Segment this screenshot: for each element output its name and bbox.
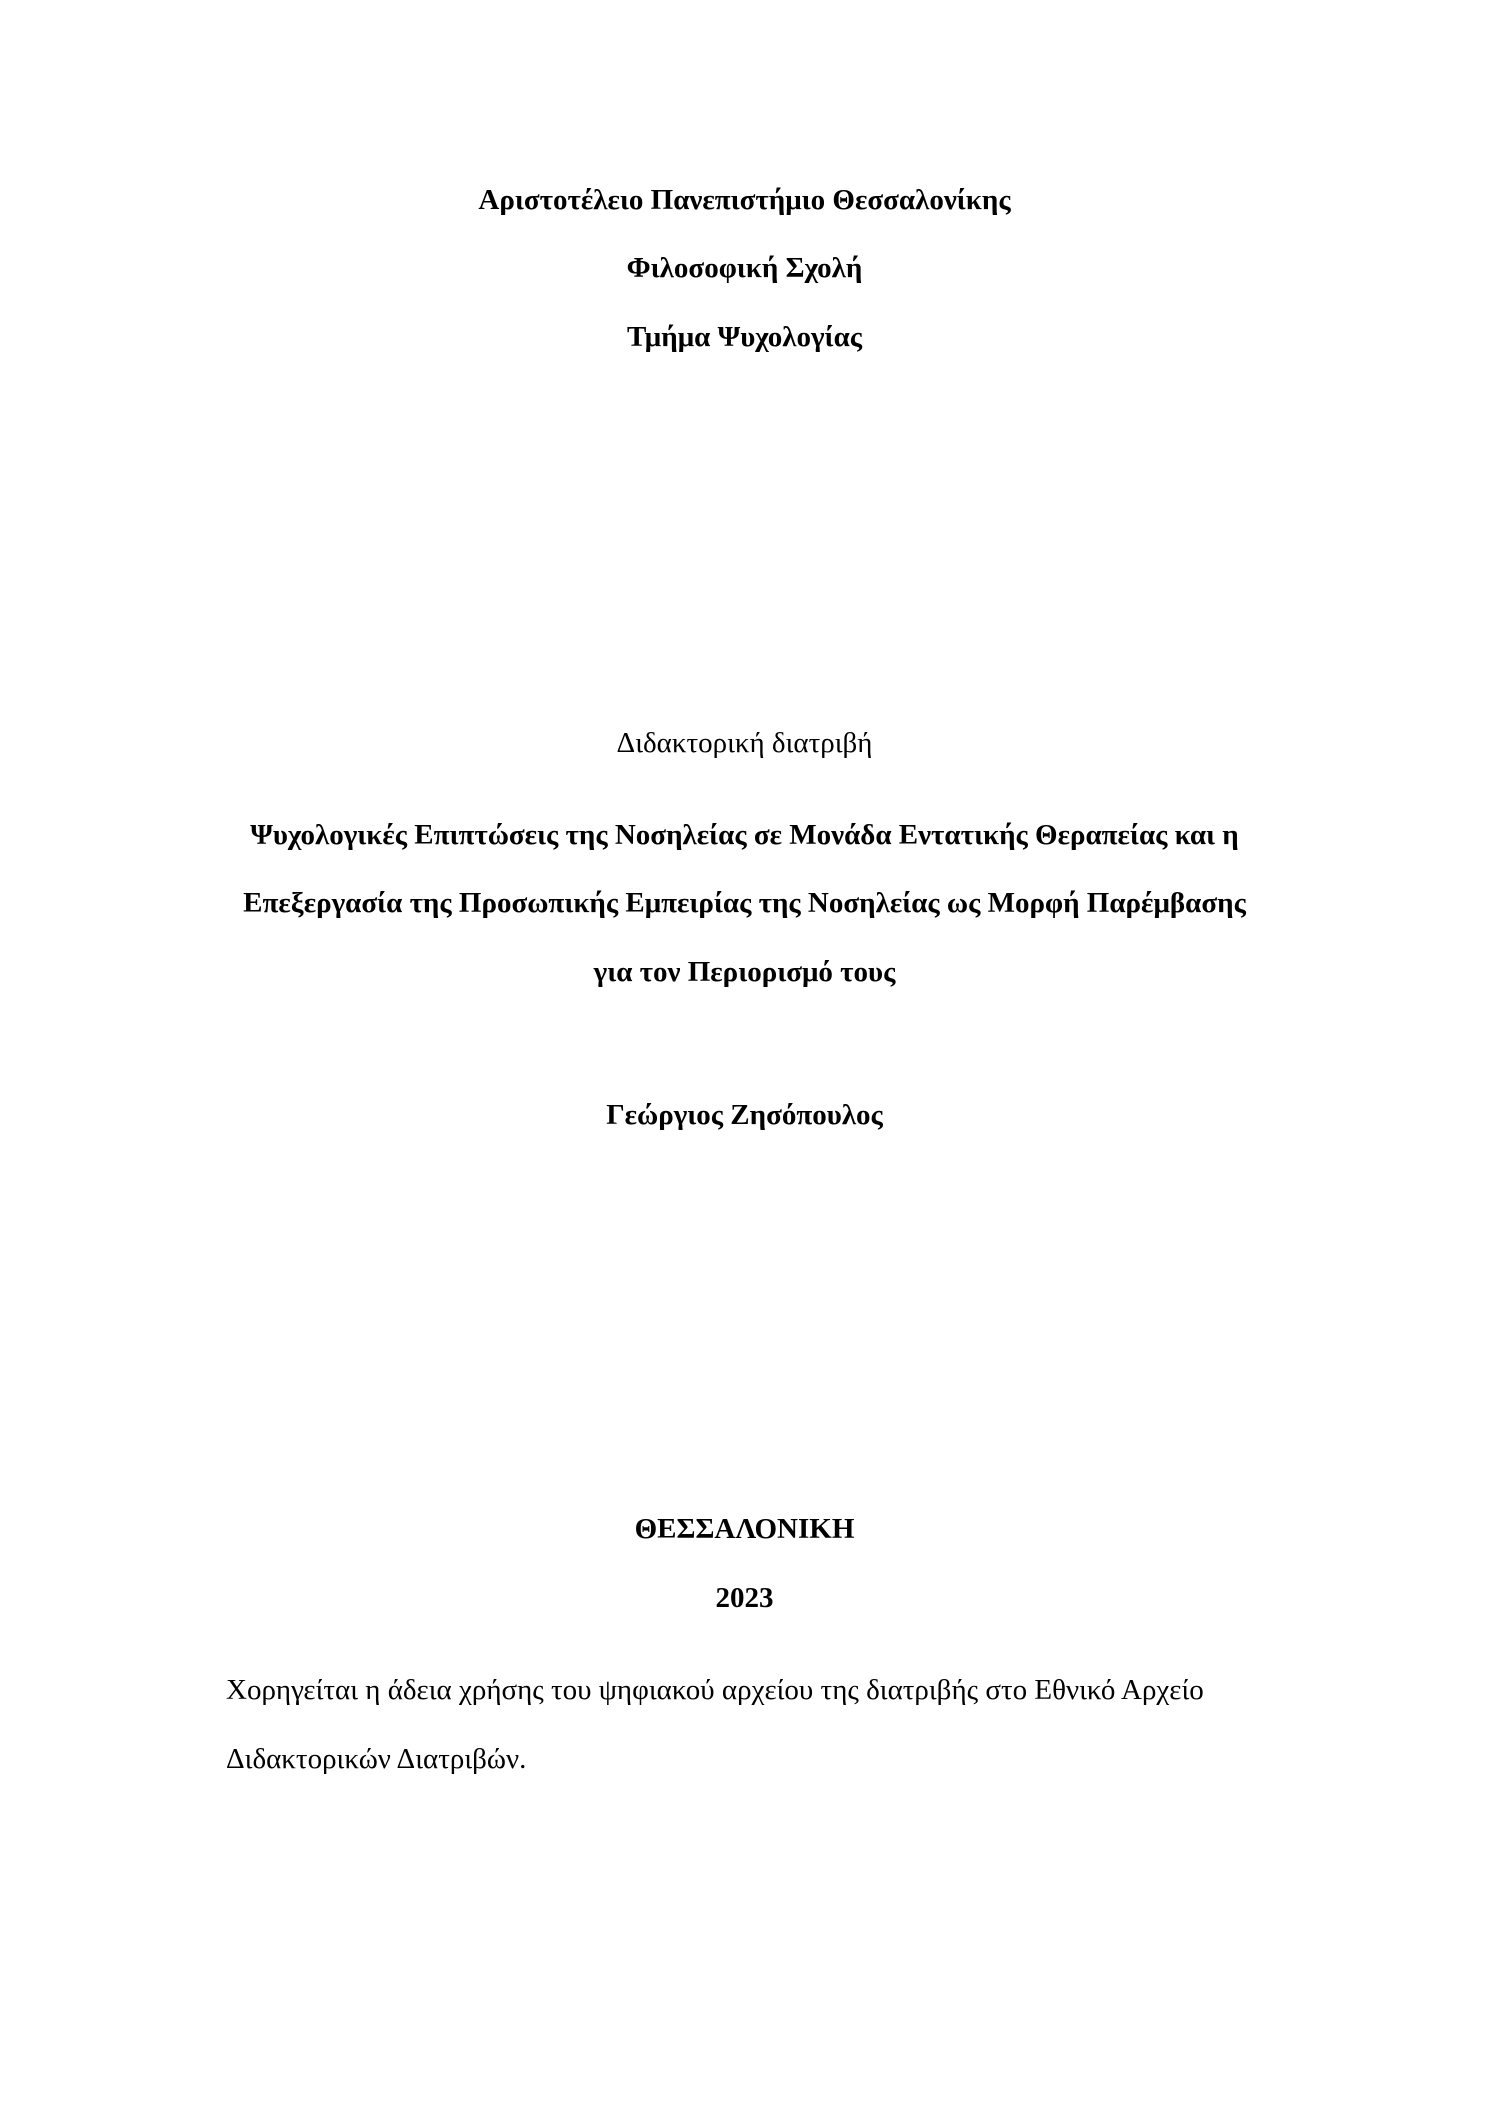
university-name: Αριστοτέλειο Πανεπιστήμιο Θεσσαλονίκης (478, 184, 1011, 216)
license-statement-line-2: Διδακτορικών Διατριβών. (226, 1743, 527, 1775)
school-name: Φιλοσοφική Σχολή (626, 252, 863, 284)
license-statement-line-1: Χορηγείται η άδεια χρήσης του ψηφιακού αρχείου της διατριβής στο Εθνικό Αρχείο (226, 1674, 1204, 1706)
place-name: ΘΕΣΣΑΛΟΝΙΚΗ (634, 1513, 855, 1545)
department-name: Τμήμα Ψυχολογίας (626, 321, 863, 353)
year: 2023 (715, 1582, 774, 1614)
document-type: Διδακτορική διατριβή (616, 727, 873, 759)
thesis-title-line-2: Επεξεργασία της Προσωπικής Εμπειρίας της Νοσηλείας ως Μορφή Παρέμβασης (243, 887, 1246, 919)
author-name: Γεώργιος Ζησόπουλος (606, 1099, 883, 1131)
thesis-title-line-1: Ψυχολογικές Επιπτώσεις της Νοσηλείας σε Μονάδα Εντατικής Θεραπείας και η (250, 819, 1239, 851)
thesis-title-line-3: για τον Περιορισμό τους (593, 956, 896, 988)
